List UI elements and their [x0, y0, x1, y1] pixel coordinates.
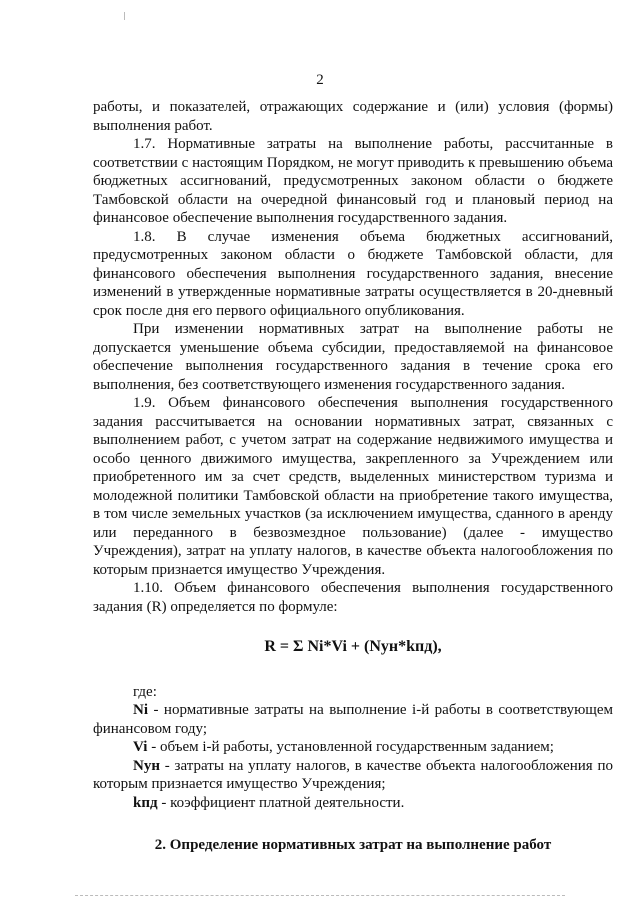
definition-text: - коэффициент платной деятельности.: [157, 794, 405, 811]
scan-artifact-line: [75, 895, 565, 896]
paragraph-1-8: 1.8. В случае изменения объема бюджетных ассигнований, предусмотренных законом области о бюджете Тамбовской области, для финансового обеспечения выполнения государственного задания, внесение изменений в утвержденные нормативные затраты осуществляется в 20-дневный срок после дня его первого официального опубликования.: [93, 228, 613, 319]
definition-text: - нормативные затраты на выполнение i-й работы в соответствующем финансовом году;: [93, 702, 613, 737]
scan-mark: [124, 12, 125, 20]
definition-text: - затраты на уплату налогов, в качестве объекта налогообложения по которым признается имущество Учреждения;: [93, 757, 613, 792]
definition-term: kпд: [133, 794, 158, 811]
paragraph-1-8-cont: При изменении нормативных затрат на выполнение работы не допускается уменьшение объема субсидии, предоставляемой на финансовое обеспечение выполнения государственного задания в течение срока его выполнения, без соответствующего изменения государственного задания.: [93, 321, 613, 393]
document-body: [93, 98, 613, 870]
paragraph-continuation: работы, и показателей, отражающих содержание и (или) условия (формы) выполнения работ.: [93, 99, 613, 134]
definition-ni: [93, 701, 613, 738]
definition-text: - объем i-й работы, установленной государственным заданием;: [147, 739, 554, 755]
section-heading: 2. Определение нормативных затрат на выполнение работ: [154, 837, 552, 853]
paragraph-1-9: 1.9. Объем финансового обеспечения выполнения государственного задания рассчитывается на основании нормативных затрат, связанных с выполнением работ, с учетом затрат на содержание недвижимого имущества и особо ценного движимого имущества, закрепленного за Учреждением или приобретенного им за счет средств, выделенных министерством туризма и молодежной политики Тамбовской области на приобретение такого имущества, в том числе земельных участков (за исключением имущества, сданного в аренду или переданного в безвозмездное пользование) (далее - имущество Учреждения), затрат на уплату налогов, в качестве объекта налогообложения по которым признается имущество Учреждения.: [93, 395, 613, 578]
definition-term: Ni: [133, 702, 148, 718]
where-label: где:: [133, 683, 157, 700]
definition-term: Nун: [133, 757, 160, 774]
paragraph-1-10: 1.10. Объем финансового обеспечения выполнения государственного задания (R) определяется по формуле:: [93, 580, 613, 615]
definition-term: Vi: [133, 739, 148, 755]
page-number: 2: [316, 72, 324, 88]
definition-nun: [93, 757, 613, 794]
formula: R = Σ Ni*Vi + (Nун*kпд),: [264, 638, 442, 655]
definition-kpd: [93, 794, 613, 813]
paragraph-1-7: 1.7. Нормативные затраты на выполнение работы, рассчитанные в соответствии с настоящим Порядком, не могут приводить к превышению объема бюджетных ассигнований, предусмотренных законом области о бюджете Тамбовской области на очередной финансовый год и плановый период на финансовое обеспечение выполнения государственного задания.: [93, 136, 613, 226]
definition-vi: [93, 738, 613, 757]
